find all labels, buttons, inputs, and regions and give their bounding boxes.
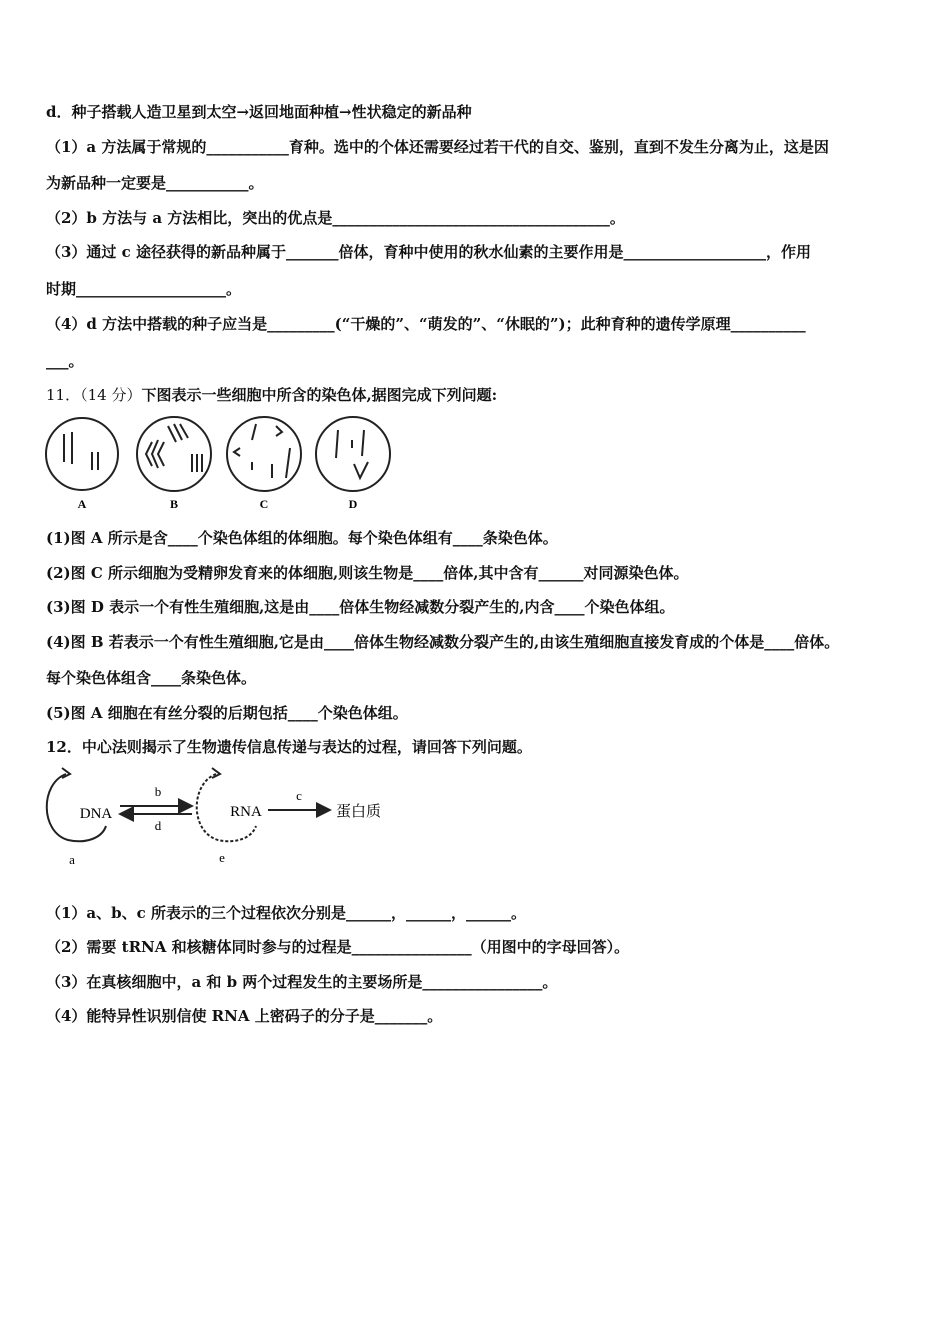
label-c: c xyxy=(296,788,302,803)
q10-part1-line1: （1）a 方法属于常规的___________育种。选中的个体还需要经过若干代的自交、鉴别，直到不发生分离为止，这是因 xyxy=(46,138,829,156)
central-dogma-diagram xyxy=(40,762,400,870)
q12-stem: 12．中心法则揭示了生物遗传信息传递与表达的过程，请回答下列问题。 xyxy=(46,738,532,756)
q10-part4-line1: （4）d 方法中搭载的种子应当是_________(“干燥的”、“萌发的”、“休眠的”)；此种育种的遗传学原理__________ xyxy=(46,315,806,333)
q10-part3-line2: 时期____________________。 xyxy=(46,280,242,298)
q11-part5: (5)图 A 细胞在有丝分裂的后期包括____个染色体组。 xyxy=(46,704,408,722)
label-b: b xyxy=(154,784,162,799)
label-a: a xyxy=(69,852,75,867)
q11-stem-text: 下图表示一些细胞中所含的染色体,据图完成下列问题: xyxy=(141,386,498,404)
rna-node: RNA xyxy=(230,804,262,820)
cell-a-label: A xyxy=(77,497,87,511)
q10-item-d: d．种子搭载人造卫星到太空→返回地面种植→性状稳定的新品种 xyxy=(46,103,472,121)
q11-part1: (1)图 A 所示是含____个染色体组的体细胞。每个染色体组有____条染色体。 xyxy=(46,529,558,547)
q10-part2: （2）b 方法与 a 方法相比，突出的优点是_____________________________________。 xyxy=(46,209,625,227)
q12-part1: （1）a、b、c 所表示的三个过程依次分别是______，______，______。 xyxy=(46,904,527,922)
q10-part4-line2: ___。 xyxy=(46,352,84,370)
dna-node: DNA xyxy=(79,806,113,822)
q12-part2: （2）需要 tRNA 和核糖体同时参与的过程是________________（用图中的字母回答）。 xyxy=(46,938,630,956)
cell-d-label: D xyxy=(348,497,358,511)
cell-a xyxy=(46,418,118,511)
cell-b xyxy=(137,417,211,511)
q11-part4-line1: (4)图 B 若表示一个有性生殖细胞,它是由____倍体生物经减数分裂产生的,由该生殖细胞直接发育成的个体是____倍体。 xyxy=(46,633,840,651)
chromosome-cells-figure xyxy=(40,412,400,514)
q11-part4-line2: 每个染色体组含____条染色体。 xyxy=(46,669,257,687)
q11-part3: (3)图 D 表示一个有性生殖细胞,这是由____倍体生物经减数分裂产生的,内含____个染色体组。 xyxy=(46,598,675,616)
label-e: e xyxy=(219,850,225,865)
q12-part4: （4）能特异性识别信使 RNA 上密码子的分子是_______。 xyxy=(46,1007,443,1025)
q10-part1-line2: 为新品种一定要是___________。 xyxy=(46,174,264,192)
label-d: d xyxy=(154,818,162,833)
q11-part2: (2)图 C 所示细胞为受精卵发育来的体细胞,则该生物是____倍体,其中含有______对同源染色体。 xyxy=(46,564,689,582)
cell-c xyxy=(227,417,301,511)
q11-stem xyxy=(46,385,497,405)
cell-b-label: B xyxy=(169,497,179,511)
q11-stem-number: 11．（14 分） xyxy=(46,386,142,404)
q10-part3-line1: （3）通过 c 途径获得的新品种属于_______倍体，育种中使用的秋水仙素的主要作用是___________________，作用 xyxy=(46,243,812,261)
q12-part3: （3）在真核细胞中，a 和 b 两个过程发生的主要场所是________________。 xyxy=(46,973,558,991)
protein-node: 蛋白质 xyxy=(336,804,382,820)
cell-c-label: C xyxy=(259,497,269,511)
cell-d xyxy=(316,417,390,511)
